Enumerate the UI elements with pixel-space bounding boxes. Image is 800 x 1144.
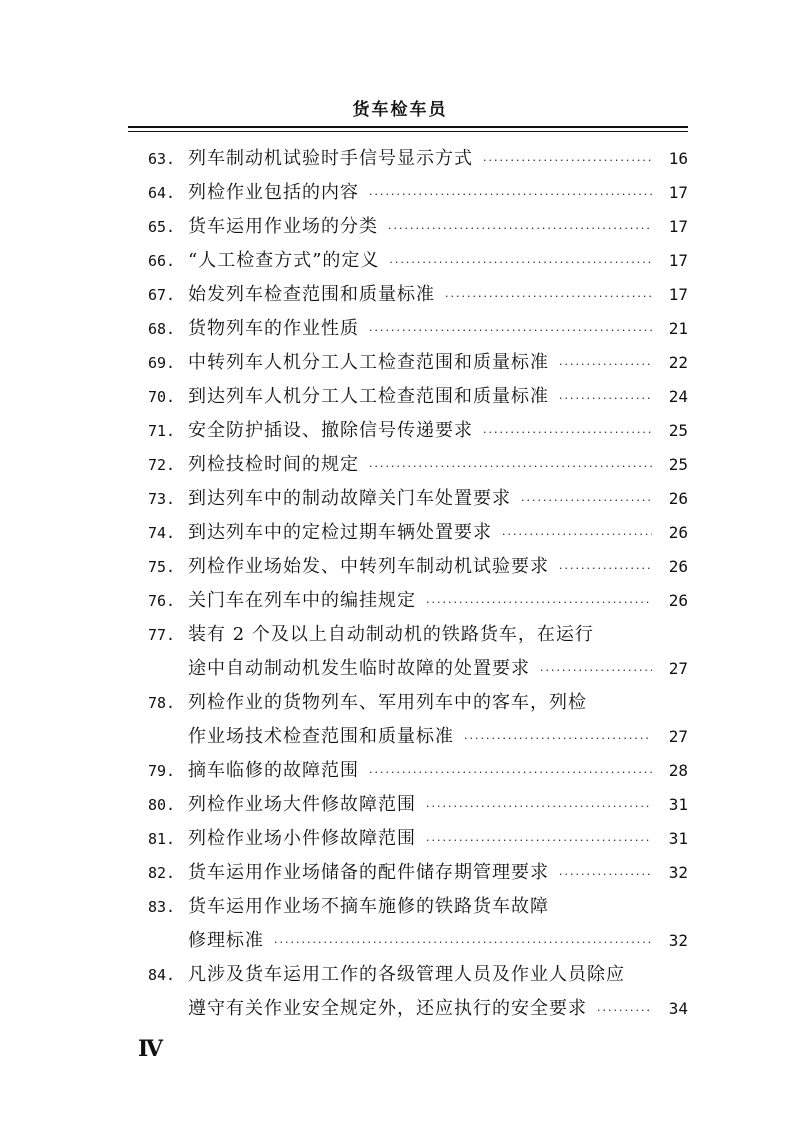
toc-entry-line	[148, 788, 688, 822]
toc-entry-number: 65.	[148, 218, 176, 236]
toc-entry-title: 到达列车中的制动故障关门车处置要求	[188, 488, 511, 509]
toc-dot-leader	[559, 552, 652, 586]
toc-entry-line	[148, 142, 688, 176]
toc-entry-line	[148, 754, 688, 788]
toc-entry-line	[148, 210, 688, 244]
toc-entry-number: 68.	[148, 320, 176, 338]
toc-dot-leader	[389, 246, 652, 280]
toc-dot-leader	[597, 994, 652, 1028]
toc-entry-line	[148, 686, 688, 720]
toc-entry-number: 71.	[148, 422, 176, 440]
toc-entry-title: 列检作业包括的内容	[188, 182, 359, 203]
toc-page-number: 31	[668, 795, 688, 814]
toc-entry-line	[148, 482, 688, 516]
toc-entry-number: 69.	[148, 354, 176, 372]
toc-entry-line	[148, 448, 688, 482]
toc-entry-number: 77.	[148, 626, 176, 644]
toc-page-number: 24	[668, 387, 688, 406]
toc-entry-title: 始发列车检查范围和质量标准	[188, 284, 435, 305]
toc-entry-number: 63.	[148, 150, 176, 168]
toc-dot-leader	[521, 484, 652, 518]
page-folio: Ⅳ	[138, 1036, 163, 1062]
toc-entry-title: 修理标准	[188, 930, 264, 951]
toc-entry-line	[148, 516, 688, 550]
toc-entry-line	[148, 618, 688, 652]
toc-dot-leader	[559, 858, 652, 892]
toc-page-number: 17	[668, 217, 688, 236]
toc-dot-leader	[369, 756, 652, 790]
toc-page-number: 34	[668, 999, 688, 1018]
toc-dot-leader	[483, 416, 652, 450]
header-rule-thin	[128, 131, 688, 132]
toc-page-number: 32	[668, 863, 688, 882]
toc-entry-number: 75.	[148, 558, 176, 576]
toc-entry-title: 途中自动制动机发生临时故障的处置要求	[188, 658, 530, 679]
toc-entry-title: 列检作业场大件修故障范围	[188, 794, 416, 815]
toc-entry-title: 列检作业的货物列车、军用列车中的客车，列检	[188, 692, 587, 713]
toc-entry-number: 67.	[148, 286, 176, 304]
toc-page-number: 32	[668, 931, 688, 950]
toc-entry-number: 83.	[148, 898, 176, 916]
toc-entry-line	[148, 992, 688, 1026]
toc-page-number: 25	[668, 421, 688, 440]
toc-page-number: 26	[668, 591, 688, 610]
toc-entry-line	[148, 924, 688, 958]
toc-entry-number: 78.	[148, 694, 176, 712]
toc-page-number: 17	[668, 183, 688, 202]
toc-dot-leader	[274, 926, 652, 960]
toc-page-number: 22	[668, 353, 688, 372]
toc-entry-line	[148, 346, 688, 380]
toc-page-number: 27	[668, 659, 688, 678]
toc-entry-line	[148, 244, 688, 278]
toc-entry-title: 凡涉及货车运用工作的各级管理人员及作业人员除应	[188, 964, 625, 985]
toc-entry-line	[148, 176, 688, 210]
toc-entry-number: 79.	[148, 762, 176, 780]
toc-page-number: 21	[668, 319, 688, 338]
toc-entry-title: 货车运用作业场的分类	[188, 216, 378, 237]
toc-dot-leader	[502, 518, 652, 552]
toc-entry-title: 列检技检时间的规定	[188, 454, 359, 475]
toc-page-number: 28	[668, 761, 688, 780]
toc-dot-leader	[483, 144, 652, 178]
toc-entry-title: 关门车在列车中的编挂规定	[188, 590, 416, 611]
toc-entry-number: 64.	[148, 184, 176, 202]
toc-page-number: 17	[668, 285, 688, 304]
toc-entry-title: 列检作业场始发、中转列车制动机试验要求	[188, 556, 549, 577]
toc-entry-number: 72.	[148, 456, 176, 474]
toc-entry-number: 66.	[148, 252, 176, 270]
toc-entry-title: 货物列车的作业性质	[188, 318, 359, 339]
toc-dot-leader	[426, 824, 652, 858]
toc-entry-line	[148, 550, 688, 584]
toc-entry-title: 货车运用作业场不摘车施修的铁路货车故障	[188, 896, 549, 917]
toc-page-number: 26	[668, 557, 688, 576]
toc-dot-leader	[559, 348, 652, 382]
toc-entry-title: 安全防护插设、撤除信号传递要求	[188, 420, 473, 441]
toc-entry-line	[148, 414, 688, 448]
table-of-contents	[148, 142, 688, 1026]
toc-entry-line	[148, 822, 688, 856]
toc-entry-number: 74.	[148, 524, 176, 542]
toc-dot-leader	[540, 654, 652, 688]
toc-dot-leader	[426, 790, 652, 824]
toc-entry-line	[148, 278, 688, 312]
toc-entry-number: 76.	[148, 592, 176, 610]
toc-dot-leader	[426, 586, 652, 620]
toc-entry-line	[148, 380, 688, 414]
toc-entry-title: 作业场技术检查范围和质量标准	[188, 726, 454, 747]
toc-entry-title: 到达列车中的定检过期车辆处置要求	[188, 522, 492, 543]
toc-entry-line	[148, 312, 688, 346]
toc-entry-number: 73.	[148, 490, 176, 508]
toc-dot-leader	[369, 178, 652, 212]
toc-page-number: 26	[668, 489, 688, 508]
toc-dot-leader	[445, 280, 652, 314]
toc-dot-leader	[464, 722, 652, 756]
toc-dot-leader	[388, 212, 652, 246]
toc-entry-title: 中转列车人机分工人工检查范围和质量标准	[188, 352, 549, 373]
toc-entry-line	[148, 890, 688, 924]
toc-page-number: 27	[668, 727, 688, 746]
toc-entry-line	[148, 652, 688, 686]
toc-entry-title: 列检作业场小件修故障范围	[188, 828, 416, 849]
toc-entry-number: 82.	[148, 864, 176, 882]
toc-page-number: 31	[668, 829, 688, 848]
toc-page-number: 17	[668, 251, 688, 270]
toc-entry-line	[148, 856, 688, 890]
toc-entry-title: “人工检查方式”的定义	[188, 250, 380, 271]
toc-dot-leader	[559, 382, 652, 416]
toc-entry-line	[148, 720, 688, 754]
toc-entry-line	[148, 584, 688, 618]
toc-entry-title: 列车制动机试验时手信号显示方式	[188, 148, 473, 169]
toc-dot-leader	[369, 314, 652, 348]
toc-entry-number: 70.	[148, 388, 176, 406]
toc-dot-leader	[369, 450, 652, 484]
toc-entry-number: 81.	[148, 830, 176, 848]
toc-entry-title: 到达列车人机分工人工检查范围和质量标准	[188, 386, 549, 407]
toc-entry-title: 装有 2 个及以上自动制动机的铁路货车，在运行	[188, 624, 594, 645]
toc-entry-title: 摘车临修的故障范围	[188, 760, 359, 781]
toc-entry-number: 84.	[148, 966, 176, 984]
toc-entry-line	[148, 958, 688, 992]
toc-page-number: 16	[668, 149, 688, 168]
toc-entry-title: 货车运用作业场储备的配件储存期管理要求	[188, 862, 549, 883]
header-rule-thick	[128, 126, 688, 128]
toc-entry-number: 80.	[148, 796, 176, 814]
toc-page-number: 25	[668, 455, 688, 474]
toc-entry-title: 遵守有关作业安全规定外，还应执行的安全要求	[188, 998, 587, 1019]
running-header-title: 货车检车员	[352, 100, 448, 120]
toc-page-number: 26	[668, 523, 688, 542]
